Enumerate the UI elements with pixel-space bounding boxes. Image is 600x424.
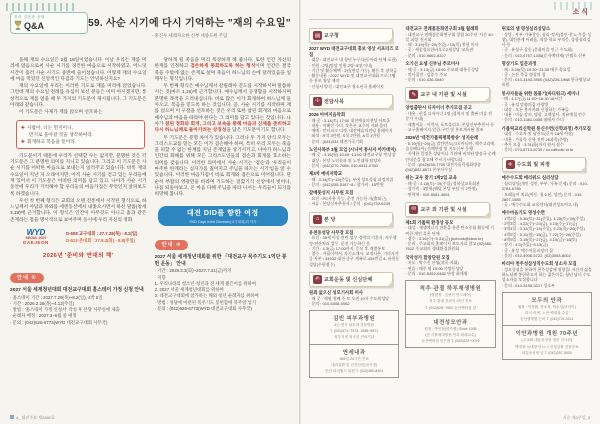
- news-item-line: · 문의 : 010-6408-0062: [309, 300, 350, 306]
- news-item-line: · 예매 : 인터파크 티켓, 대전예술의전당 홈페이지: [309, 128, 393, 134]
- notice-title: 2027 서울 세계청년대회를 위한 「대전교구 묵주기도 1억단 봉헌 운동」 안내: [154, 255, 287, 267]
- news-item-title: 마리아 천주성삼성직수도회 성소자 모집: [501, 261, 577, 267]
- news-item-line: · 추가 모집 : 3.31(화)까지 원서 접수: [501, 141, 564, 147]
- left-page: [0, 0, 299, 424]
- news-item-line: · 1박2일 : 5.30(토)~31(주일), 4.25(토)~26(주일): [501, 215, 585, 221]
- prayer-line: 먼지로 돌아갈 것을 생각하여라.: [29, 131, 94, 137]
- ad-line: 대흥동성당 앞 T. (042)257-5500: [521, 350, 572, 355]
- news-item: [502, 126, 592, 153]
- notice-bullet: · 홈스테이 기간 : 2027.7.29(목)~8.2(일), 4박 5일: [10, 294, 103, 300]
- news-item: [405, 255, 495, 276]
- section-icon: ☩: [313, 97, 322, 106]
- ad-line: 365일 24시간 진료: [339, 356, 369, 361]
- news-section-tab: [309, 272, 393, 287]
- news-item-line: · 장기 : 4.5(주일)~5.15(금): [501, 242, 548, 248]
- ad-title: 척추·관절 하루재생병원: [419, 286, 482, 293]
- cross-icon: ✚: [21, 138, 25, 144]
- news-item-line: · 내용 : 가톨릭 신학 전반 26과목(주말): [501, 136, 569, 142]
- body-paragraph: 두 번째 형식은 예수님께서 갈릴래아 전도를 시작하시며 말씀하시는 것(마르 1,15)에 근거합니다. 예수님께서 공생활을 시작하시며 분명한 목적을 드러내십니다. 바로 많은 이가 회개하여 하느님께 돌아오고, 복음을 믿도록 하는 것입니다. 곧, 사순 시기를 시작하며 재를 얹으며 이 구절을 선포하는 것은 우리 또한 참된 회개의 마음으로 예수님의 마음을 따라야 한다는 그 의미를 담고 있다는 것입니다. 나아가 참된 정화와 회개, 그리고 보속을 통해 마음과 신체를 준비하고 다시 하느님께로 돌아가려는 상징성을 담은 기도문이기도 합니다.: [154, 83, 291, 133]
- news-item-line: · 내용 : 미술 강의, 명상, 고백성사, 치유예절 안수: [501, 112, 586, 118]
- ad-title: 대전성모안과: [433, 319, 468, 326]
- ad-line: (병원장 : 김헌식 안드레아): [429, 293, 472, 298]
- news-item-title: 원죄 없으신 성모기사회 미사: [309, 289, 363, 295]
- news-item-line: · 기간 : 4.3(금) 17:00까지, 응모 후 개별통보: [309, 245, 385, 251]
- ad-line: 둔산백화점 맞은편 T. (042)533~0076: [421, 339, 480, 344]
- wyd-logo-bottom: DAEJEON: [23, 240, 49, 246]
- news-item: [309, 46, 399, 89]
- ad-box: [405, 280, 495, 315]
- news-item: [405, 220, 495, 252]
- ad-line: T. (042)471~7578, 1588~5871: [329, 329, 379, 334]
- news-item: [502, 175, 592, 207]
- ad-line: 라식·라섹, 노안·백내장 수술: [525, 310, 569, 315]
- news-item-line: · 곳 : 유성구 갑동 (문화마을 인근 수도회): [501, 47, 573, 53]
- news-item-line: · 문의 : 010-5452-0482 단장 최세영: [405, 270, 468, 276]
- ad-line: 척추·관절 전문의 13인 진료: [429, 299, 472, 304]
- news-item-line: · 제출서류 : 이력서, 포트폴리오, 본당신부추천서 등: [405, 121, 494, 127]
- section-tab-label: 교회운동 및 신심단체: [324, 276, 373, 283]
- news-item-title: 노인사목부 3월 모임 (시니어 봉사자 아카데미): [309, 146, 396, 152]
- news-item-line: · 모래놀이 치료(아동, 청소년, 성인) 문의 : 010-2807-1585: [501, 191, 583, 202]
- news-item: [405, 105, 495, 132]
- news-item-line: · 때·곳 : 매월 첫째 주 토 오전 10시 수도원성당: [309, 295, 390, 301]
- news-item-line: · 연습 : 매주 월 19:00 가양동성당: [405, 265, 464, 271]
- notice-title: 2027 서울 세계청년대회 대전교구대회 홈스테이 가정 신청 안내: [10, 288, 144, 294]
- ornament-border-right: [554, 2, 594, 10]
- news-item-line: · 곳 : 세종성요한바오로2세성당 '교육관': [405, 47, 474, 53]
- article-byline: - 홍진우 세례자요한 신부 세종도원 주임: [151, 33, 228, 38]
- article-header: [10, 12, 291, 52]
- news-item: [309, 147, 399, 168]
- news-item: [309, 190, 399, 206]
- news-item: [309, 230, 399, 267]
- news-item-title: 위로의 샘 영성심리상담소: [501, 26, 551, 31]
- news-item-title: 쉬는 교우 찾기 1박2일 교육: [405, 175, 457, 181]
- news-item: [502, 91, 592, 123]
- notice-bullet: · 방법 : 성당에 마련된 묵주기도 봉헌함에 묵주알 넣기: [154, 299, 257, 305]
- body-paragraph: 이 기도문은 사제가 재를 얹으며 선포하는: [19, 109, 103, 115]
- notice-bullet: · 순례자 배정 : 2027.3~6월 중 예정: [10, 313, 77, 319]
- news-item-line: · 문의 : (042)255-5187~8 / 참가비 : 15만원: [309, 182, 384, 188]
- news-item: [502, 261, 592, 288]
- news-item-title: 유천동성당 사무장 모집: [309, 229, 354, 235]
- qa-tagline: 진리 질문과 응답: [14, 15, 45, 19]
- wyd-countdown: [10, 229, 147, 246]
- notice-bullet: 2. 2027 서울 세계청년대회를 위하여: [154, 287, 224, 292]
- notice-label: 안내 ②: [155, 240, 189, 250]
- news-item-line: · 문의 : 010-1381-0355 데레사 수녀: [501, 117, 564, 123]
- news-column-2: [405, 23, 495, 411]
- news-item-line: · 문의 : 010-436-0840: [405, 77, 444, 83]
- news-item-line: · 때 : 3.19(목)~29(주일) / 19(목) 봉헌 미사: [405, 42, 479, 48]
- qa-label: Q&A: [24, 20, 44, 31]
- news-item-line: · 때 : 3.14(토)~15(주일), 부여 성모성심 피정의집: [309, 176, 394, 182]
- news-section-tab: [309, 212, 393, 227]
- section-icon: ▤: [314, 32, 321, 39]
- news-item-line: · 대상 : 재생에너지 전환을 통한 탄소중립 활동에 기여한 개인 혹은 단체: [405, 225, 494, 236]
- notice-bullet: · 방법 : '홈스테이 가정 신청서' 작성 후 본당 사무실에 제출: [10, 307, 120, 313]
- news-item-line: · 서류 : 본당신부추천서 / 문의 : (041)732-6249: [309, 201, 391, 207]
- ad-box: [502, 325, 592, 360]
- section-tab-label: 본 당: [324, 216, 336, 223]
- news-item-line: · 대상 : 대전교구 내 청년 누구나(동아리·단체 포함): [309, 57, 397, 63]
- did-banner-subtitle: *DID: Days in the Dioceses(교구대회)의 약자: [189, 220, 257, 225]
- notice-bullet: · 문의 : (042)626-6773(WYD 대전교구대회 사무국): [154, 305, 252, 311]
- news-item-title: 명상기도 입문과정: [501, 60, 537, 66]
- prayer-line: ✚ 회개하고 복음을 믿어라.: [21, 138, 77, 144]
- ad-box: [502, 292, 592, 327]
- ad-title: 이안과병원 개원 70주년: [515, 331, 578, 338]
- article-column-2: [155, 57, 292, 409]
- section-tab-label: 교구 외 기관 및 시설: [420, 206, 467, 213]
- dday-diocese: D-608 교구대회 : 27.7.28(목) - 8.2(일): [66, 230, 138, 236]
- news-item-line: · 문의 : (042)635-7700 대전가톨릭평화방송 (042)802-8571 본부사무실: [405, 161, 481, 173]
- notice-bullet: · 지향: [154, 274, 166, 280]
- news-item-line: · 때·곳 : 4.18(토)~19(주일) 정하상교육회관: [405, 180, 480, 186]
- news-item-line: · 문의 : (042)270-7085, 010-6411-0780: [309, 163, 378, 169]
- news-item-line: · 4박5일 : 5.11(월)~15(금), 7.22(수)~26(주일): [501, 231, 581, 237]
- news-item: [309, 290, 399, 306]
- news-item: [405, 26, 495, 58]
- news-section-tab: [405, 87, 489, 102]
- news-section-header: 소식: [309, 4, 592, 20]
- news-item: [502, 61, 592, 88]
- ad-line: 둔산 타임월드 뒤편 T. (042)485-8001: [325, 369, 384, 374]
- news-item: [309, 171, 399, 187]
- news-item-line: · 요건 : PC사용 가능, 운전 가능한 자(출퇴근): [309, 196, 387, 202]
- ornament-border: [6, 3, 78, 11]
- section-icon: ⌂: [313, 215, 322, 224]
- notice-bullet: · 기간 : 2026.2.26(목)~4.12(주일): [10, 300, 75, 306]
- news-item-title: 대전교구 전례꽃문화연구회 3월 월례회: [405, 26, 479, 31]
- section-tab-label: 전담사목: [324, 98, 345, 105]
- news-section-tab: [309, 28, 393, 43]
- body-paragraph: 기도문이기 때문에 우리가 선택할 수는 없지만, 분명한 것은 각 기도문은 그 분명한 의미를 지니고 있습니다. 그리고 이 기도문은 사순 시기를 어떠한 마음으로 보내는지 일러주고 있습니다. 비록 재의 수요일이 지난 지 오래이지만, 아직 사순 시기를 걷고 있는 우리들에게 있어서 이 기도문은 어떠한 의미를 담고 있고, 나아가 사순 시기 동안에 우리가 기억해야 할 우리들의 마음가짐은 무엇인지 살펴보도록 하겠습니다.: [10, 152, 147, 196]
- news-item-line: · 문의 : 010-4757-1335(문자예약제) 안젤로 신부: [501, 52, 586, 58]
- chalice-icon: [14, 20, 22, 31]
- news-item-line: · 곳 : 논산 쑥골 명상의 집: [501, 71, 546, 77]
- news-item-line: · 인원 : 2팀(팀당 인원 2명~5명 이내): [309, 62, 373, 68]
- news-item-line: · 때·곳 : 3.14(토) 17:00 대전예술의전당 아트홀: [309, 117, 391, 123]
- news-item-line: · 때 : 4.17(금) 11:00~16:30 16시간: [501, 96, 563, 102]
- news-section-tab: [405, 202, 489, 217]
- news-item-line: · 미사집전 : 김종수 주교: [405, 71, 447, 77]
- section-icon: ✛: [506, 160, 515, 169]
- news-item-line: · 접수 : 자필이력서, 자기소개서, 교적사본, 기타자격증 사본 / 34932 대전 중구 계족로 434번길 4, 유천동성당(우편접수): [309, 251, 400, 267]
- news-item-line: · 때·곳 : 3.16(월) 10:00~13:00 대전교구청 '만남실': [309, 152, 397, 158]
- ad-line: 정부지정 외국인 진료기관: [334, 335, 375, 340]
- news-item-line: · 곳 : 예수수도회 교육센터(대전성모여고 내): [501, 202, 579, 208]
- wyd-logo-top: WYD: [26, 228, 46, 238]
- ad-line: (전 가톨릭대병원 안과 외래교수): [425, 333, 476, 337]
- news-item-line: · 문의 : 주교회의 홈페이지 보도자료 참고 (02)460-7622 주교회의 생태환경위원회: [405, 241, 493, 252]
- news-item-line: · 때 : 3.26(목) 19:30~21:30 매주 목요일: [501, 66, 571, 72]
- ad-line: T. (042)628~7600 둔산백화점 앞: [424, 305, 477, 310]
- news-item: [502, 210, 592, 258]
- news-columns: [309, 23, 592, 411]
- body-paragraph: 우선 첫 번째 형식은 교회의 오랜 전통에서 시작된 형식으로, 하느님께서 아담과 하와를 에덴동산에서 내쫓으시면서 하신 말씀(창세 3,19)에 근거합니다. 이 형식은 인간이 아무것도 아니고 흙과 같은 존재라는 점을 명시적으로 보여주며 동시에 우리 자신의 정화: [10, 197, 147, 222]
- notice-bullet: · 기간 : 2026.3.3(화)~2027.7.31(금)까지: [154, 268, 232, 274]
- news-item-line: · 성모성심을 통하여 천주성삼께 영광을! 자신의 삶을 하느님께 봉헌하고자 하는 젊은이들, 청년 남녀 수도 성소자를 모집합니다: [501, 266, 592, 283]
- did-banner-title: 대전 DID를 향한 여정: [186, 210, 259, 218]
- section-icon: ✍: [313, 275, 322, 284]
- news-item-line: · 자세한 일정은 성당이나 기관에 비치된 방송국 순례 안내문을 참고해 주시기 바랍니다: [405, 151, 496, 162]
- news-item-title: 예수마음기도 영성수련: [501, 210, 545, 216]
- news-item-line: · 문의 : 010-9862-8327: [405, 52, 446, 58]
- news-item-title: 갈매못성지 사무원 모집: [309, 190, 354, 196]
- news-item-line: · 3박4일 : 3.12(목)~15(주일), 4.23(목)~26(주일): [501, 226, 585, 232]
- cross-icon: ✚: [21, 124, 25, 130]
- news-item-title: 오기선 요셉 신부님 추모미사: [405, 60, 460, 66]
- year-slogan: 2026년 '준비와 연대의 해': [43, 253, 114, 260]
- notice-label: 안내 ①: [10, 273, 44, 283]
- news-item-title: 예수수도회 매리워드 심리상담: [501, 175, 559, 181]
- news-item-line: · 때·곳 : 3.13(금) 15:00 주교좌 대흥동성당: [405, 66, 479, 72]
- news-item-line: · 신청서 양식 : 대전교구 청소년국 홈페이지: [309, 83, 384, 89]
- notice-bullet: · 문의 : (042)626-6773(WYD 대전교구대회 사무국): [10, 319, 108, 325]
- news-item-title: 제3차 예비자학교: [309, 171, 342, 177]
- news-item: [405, 135, 495, 172]
- ad-line: 내과질환 및 건강검진(내시경): [331, 362, 378, 367]
- notice-bullet: 1. 우리나라의 청소년·청년과 전 세계 젊은이를 위하여: [154, 280, 257, 286]
- news-item-line: · 요건 : 35세 이상 관련 업무 경력의 기혼자, 사무행정·전산처리 업무, 운전 가능하신 분: [309, 235, 397, 246]
- news-item-line: · 접수 : 3.16(수)~5.31(금) (kcbook@cbck.kr): [405, 235, 483, 241]
- news-item-line: · 대상 : 모든 봉사자와 신청하는 가족들: [501, 106, 569, 112]
- news-item-title: 국악성가 합창단원 모집: [405, 254, 450, 260]
- news-item-title: 제1회 가톨릭 환경상 공모: [405, 219, 454, 225]
- news-column-1: [309, 23, 399, 411]
- body-paragraph: 올해 재의 수요일은 2월 18일이었습니다. 이날 우리는 재를 머리에 얹음으로써 사순 시기를 경건한 마음으로 시작하였고, 어느덧 시간이 흘러 사순 시기도 중반에 들어섰습니다. 어떻게 재의 수요일에 마음 먹었던 신앙적인 다짐과 기도는 안녕하신지요?: [10, 57, 147, 81]
- news-item-line: · 내용 : 이해인 수녀, 작은콘 교수의 시와 음악: [309, 122, 388, 128]
- news-item-line: · 상담 : 부부·가족갈등, 심리·정서(불안·분노·우울·성장), 대인관계 어려움, 직장·학교 부적응, 종합심리검사 등: [501, 31, 592, 48]
- ad-box: [309, 344, 399, 379]
- prayer-line: ✚ 사람아, 너는 먼지이니,: [21, 124, 73, 130]
- news-item-line: · 문의 : (044)331 대전가곡기획: [309, 138, 363, 144]
- ad-box: [405, 314, 495, 349]
- ad-line: 백내장·녹내장·당뇨·노인성질환 전문진료: [515, 344, 579, 349]
- dday-main: D-513 본대회 : 27.8.3(화) - 8.8(주일): [66, 237, 136, 243]
- ad-line: (주교좌 대흥동성당 정문 건너편): [521, 338, 573, 343]
- body-paragraph: 재의 수요일에 우리는 이러한 기도로 재를 머리에 얹었습니다. 그런데 재의 수요일 전례를 유심히 보신 분들은 이미 아시겠지만, 통상적으로 재를 얹을 때 두 가지의 기도문이 제시됩니다. 그 기도문은 아래와 같습니다.: [10, 83, 147, 108]
- section-tab-label: 수도회 및 피정: [516, 162, 551, 169]
- news-item-line: · 대상 : 본당 노인분과 및 노인대학 담당자: [309, 157, 382, 163]
- news-item-line: · 대상 : 수료자 및 평신도(신자 18세 이상): [501, 131, 574, 137]
- news-item: [502, 26, 592, 58]
- ad-title: 모두의 안과: [531, 297, 563, 304]
- news-item: [405, 61, 495, 82]
- prayer-box: [16, 120, 145, 149]
- news-item-line: · 활동내용 : 2027 WYD 및 대전교구대회 프로그램 등 홍보 영상 제작: [309, 73, 396, 84]
- article-column-1: [10, 57, 147, 409]
- section-tab-label: 교구청: [324, 33, 340, 39]
- news-item-title: 봉사자들을 위한 몸풀기(바디워크) 세미나: [501, 90, 580, 96]
- news-item-line: · 문의 : 010-4906-5722, (02)3053-8002: [501, 252, 571, 258]
- news-item-line: · 참가비 : 3만원(해당 본당 부담 시 2만원): [405, 186, 477, 192]
- news-item-line: · 내용 : 편집 디자이너 1명 (경력자 및 출판 미술 전문가 우대): [405, 111, 492, 122]
- news-item-line: · 곳 : 유성 '예수마음피정의 집': [501, 247, 554, 253]
- did-banner: [158, 206, 288, 227]
- right-page: [301, 0, 600, 424]
- news-item-line: · 곳 : 유성 말씀의집 사랑방: [501, 101, 549, 107]
- news-item-line: · 2박3일 : 4.22(수)~24(금), 4.15(수)~17(금): [501, 221, 578, 227]
- right-page-footer: 사순 제3주일_5: [562, 415, 590, 420]
- body-paragraph: 당하게 될 죽음을 미리 묵상하게 해 줍니다. 또한 인간 자신의 한계를 인정하고 겸손하게 통회하도록 하는 형식이며 인간은 결국 죽을 수밖에 없는 존재로 살며 죽음이 하느님의 손에 달려있음을 일깨우는 형식입니다.: [154, 57, 291, 81]
- news-item-title: 2027 WYD 대전교구대회 홍보 영상 서포터즈 모집: [309, 46, 399, 57]
- ad-box: [309, 310, 399, 345]
- news-column-3: [502, 23, 592, 411]
- news-item-title: 2026 아버지음악회: [309, 111, 346, 117]
- ad-title: 김빈 피부과병원: [333, 316, 376, 323]
- news-item-line: · 문의 : 010-3195-3217 성소부: [501, 282, 555, 288]
- news-item-title: 양업출판사 디자이너 추가모집 공고: [405, 105, 472, 111]
- notice-block: [10, 266, 147, 326]
- section-icon: ✉: [409, 205, 418, 214]
- news-item-line: · 지도 : 박수진 선생(작곡·지휘): [405, 260, 459, 266]
- news-item: [405, 175, 495, 196]
- ad-line: 4년 연속 피부과 전문병원: [334, 323, 375, 328]
- news-item-line: · 연락처 : 010-9081-3661: [405, 191, 450, 197]
- news-item-line: · 교구홈페이지-알림-구인 및 홍보게시판 참조: [405, 126, 484, 132]
- news-item-line: · 좌석 : R석 3만원, S석 2만원, A석 1만원: [309, 133, 380, 139]
- news-item-line: · 8박9일 : 3.19(목)~27(금), 4.10(금)~18(토): [501, 237, 578, 243]
- qa-logo: [10, 12, 88, 34]
- news-item-line: · 심리상담(개인·성인, 부부, 가족 문제) 문의 : 010-3784-6785: [501, 180, 588, 192]
- section-tab-label: 교구 내 기관 및 시설: [420, 92, 467, 99]
- news-item-line: · 5.19(월)~29(금) 발칸반도(크로아티아, 메주고리예, 슬로베니아) 순례단장 및 지도신부 동행: [405, 140, 496, 152]
- news-item: [309, 112, 399, 144]
- news-item-title: 2026년 '대전가톨릭평화방송' 성지순례: [405, 135, 479, 141]
- news-item-line: · 대전교구 전례꽃문화연구회 창립 20주년 '사순 40일 피정' 전시회: [405, 31, 493, 42]
- wyd-logo-mid: SEOUL 2027: [25, 236, 47, 241]
- ad-title: 연세내과: [342, 349, 366, 356]
- ad-line: 원장 : 이정환, 전소정, 박수경(마리아): [517, 304, 576, 309]
- news-item-line: · 기간 및 활동혜택 : 1년(연장 가능), 활동 후 장학금: [309, 67, 397, 73]
- article-title: 59. 사순 시기에 다시 기억하는 "재의 수요일": [88, 18, 291, 29]
- notice-block: [155, 233, 292, 312]
- ad-line: 둔산샘병원 근처 T. (042)721-0211: [520, 317, 574, 322]
- news-section-tab: [309, 94, 393, 109]
- wyd-dday: [66, 231, 147, 245]
- wyd-logo: [10, 229, 62, 246]
- left-page-footer: 4_ 대전주보 제2880호: [10, 415, 55, 421]
- news-item-title: 가톨릭교리신학원 통신수련(신학과정) 추가모집: [501, 125, 591, 131]
- section-icon: ✎: [409, 90, 418, 99]
- news-item-line: · 문의 : 010-3193-3900 (042)226-1968 한국명상교육원: [501, 77, 591, 88]
- body-paragraph: 두 기도문은 분명 차이가 있습니다. 그러나 두 가지 양식 모두는 그리스도교를 믿는 모든 이가 겸손해야 하며, 특히 우리 모두는 죽음을 피할 수 없는 한계를 지닌 존재임을 상기시키고, 나아가 하느님과 인간의 화해를 위해 모든 그리스도인들의 겸손과 회개를 호소하는 의미를 갖습니다. 이러한 의미에서 사순 시기는 '겸손'과 '우리들이 마주한 한계라는 십자가를 짊어지고 주님을 따르는 시기'임을 알 수 있습니다. 이러한 마음가짐이 바로 회개와 겸손으로 이어집니다. 단순히 부활의 영광만을 바라며 기도하는 겉핥기식 신앙에서 벗어나, 나를 되돌아보고, 온 마음 다해 주님을 따라 나서는 우리들이 되기를 희망해 봅니다.: [154, 134, 291, 197]
- news-section-tab: [502, 157, 586, 172]
- notice-bullet: 3. 대전교구대회에 참가하는 해외 청년 순례자를 위하여: [154, 293, 259, 299]
- ad-line: 원장 : 박인철(미카엘) Since 1998: [424, 326, 477, 331]
- news-item-line: · 문의 : 070-8713-8739 / cu.catholic.or.kr: [501, 147, 574, 153]
